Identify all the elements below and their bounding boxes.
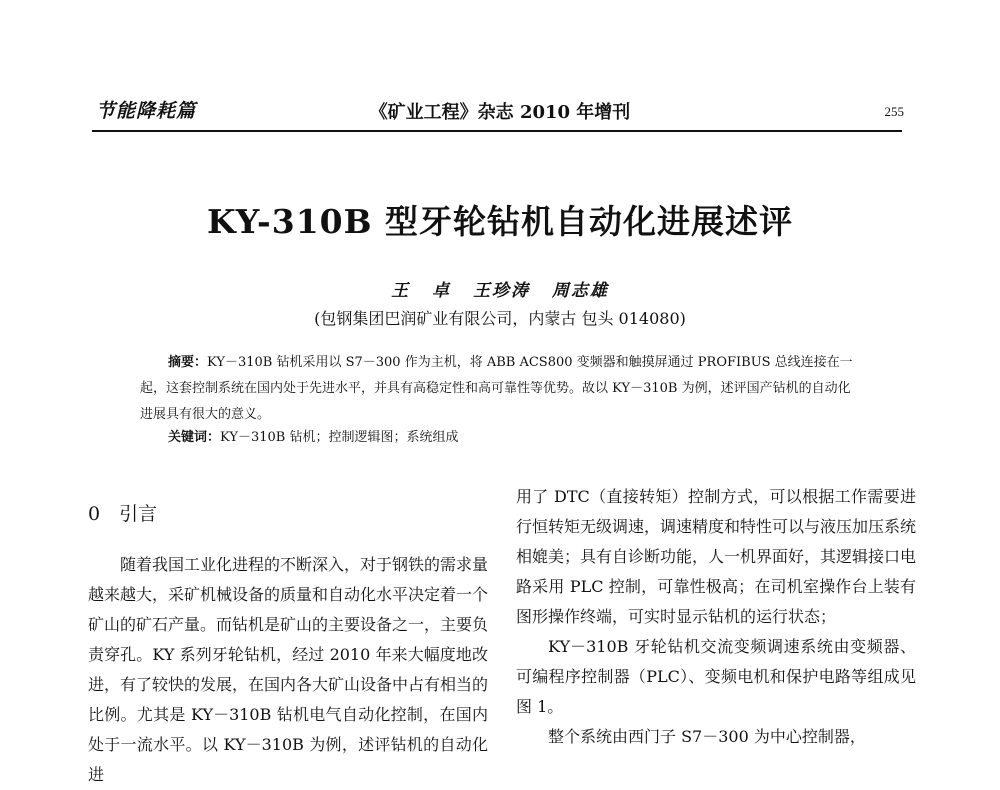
body-column-left	[88, 482, 488, 790]
abstract-text: KY－310B 钻机采用以 S7－300 作为主机，将 ABB ACS800 变频器和触摸屏通过 PROFIBUS 总线连接在一起，这套控制系统在国内处于先进水平，并具有高稳定性和高可靠性等优势。故以 KY－310B 为例，述评国产钻机的自动化进展具有很大的意义。	[140, 355, 853, 422]
body-paragraph-continued: 用了 DTC（直接转矩）控制方式，可以根据工作需要进行恒转矩无级调速，调速精度和特性可以与液压加压系统相媲美；具有自诊断功能，人一机界面好，其逻辑接口电路采用 PLC 控制，可靠性极高；在司机室操作台上装有图形操作终端，可实时显示钻机的运行状态；	[516, 487, 917, 626]
header-rule	[92, 130, 902, 132]
section-heading-introduction: 0 引言	[88, 503, 158, 525]
keywords-label: 关键词：	[168, 430, 221, 445]
paper-title: KY-310B 型牙轮钻机自动化进展述评	[207, 202, 793, 241]
page-number: 255	[884, 104, 904, 119]
keywords	[168, 428, 858, 448]
body-column-right	[516, 482, 916, 752]
body-paragraph: 整个系统由西门子 S7－300 为中心控制器，	[548, 727, 866, 746]
paper-affiliation: (包钢集团巴润矿业有限公司，内蒙古 包头 014080)	[314, 309, 686, 328]
body-paragraph: KY－310B 牙轮钻机交流变频调速系统由变频器、可编程序控制器（PLC）、变频电机和保护电路等组成见图 1。	[516, 637, 916, 716]
keywords-text: KY－310B 钻机；控制逻辑图；系统组成	[220, 430, 459, 445]
running-header-section: 节能降耗篇	[96, 100, 197, 122]
running-header-journal: 《矿业工程》杂志 2010 年增刊	[369, 102, 631, 123]
paper-authors: 王 卓 王珍涛 周志雄	[391, 281, 609, 301]
abstract	[140, 350, 860, 428]
body-paragraph: 随着我国工业化进程的不断深入，对于钢铁的需求量越来越大，采矿机械设备的质量和自动化水平决定着一个矿山的矿石产量。而钻机是矿山的主要设备之一，主要负责穿孔。KY 系列牙轮钻机，经过 2010 年来大幅度地改进，有了较快的发展，在国内各大矿山设备中占有相当的比例。尤其是 KY－310B 钻机电气自动化控制，在国内处于一流水平。以 KY－310B 为例，述评钻机的自动化进	[88, 555, 489, 784]
abstract-label: 摘要：	[168, 355, 208, 370]
